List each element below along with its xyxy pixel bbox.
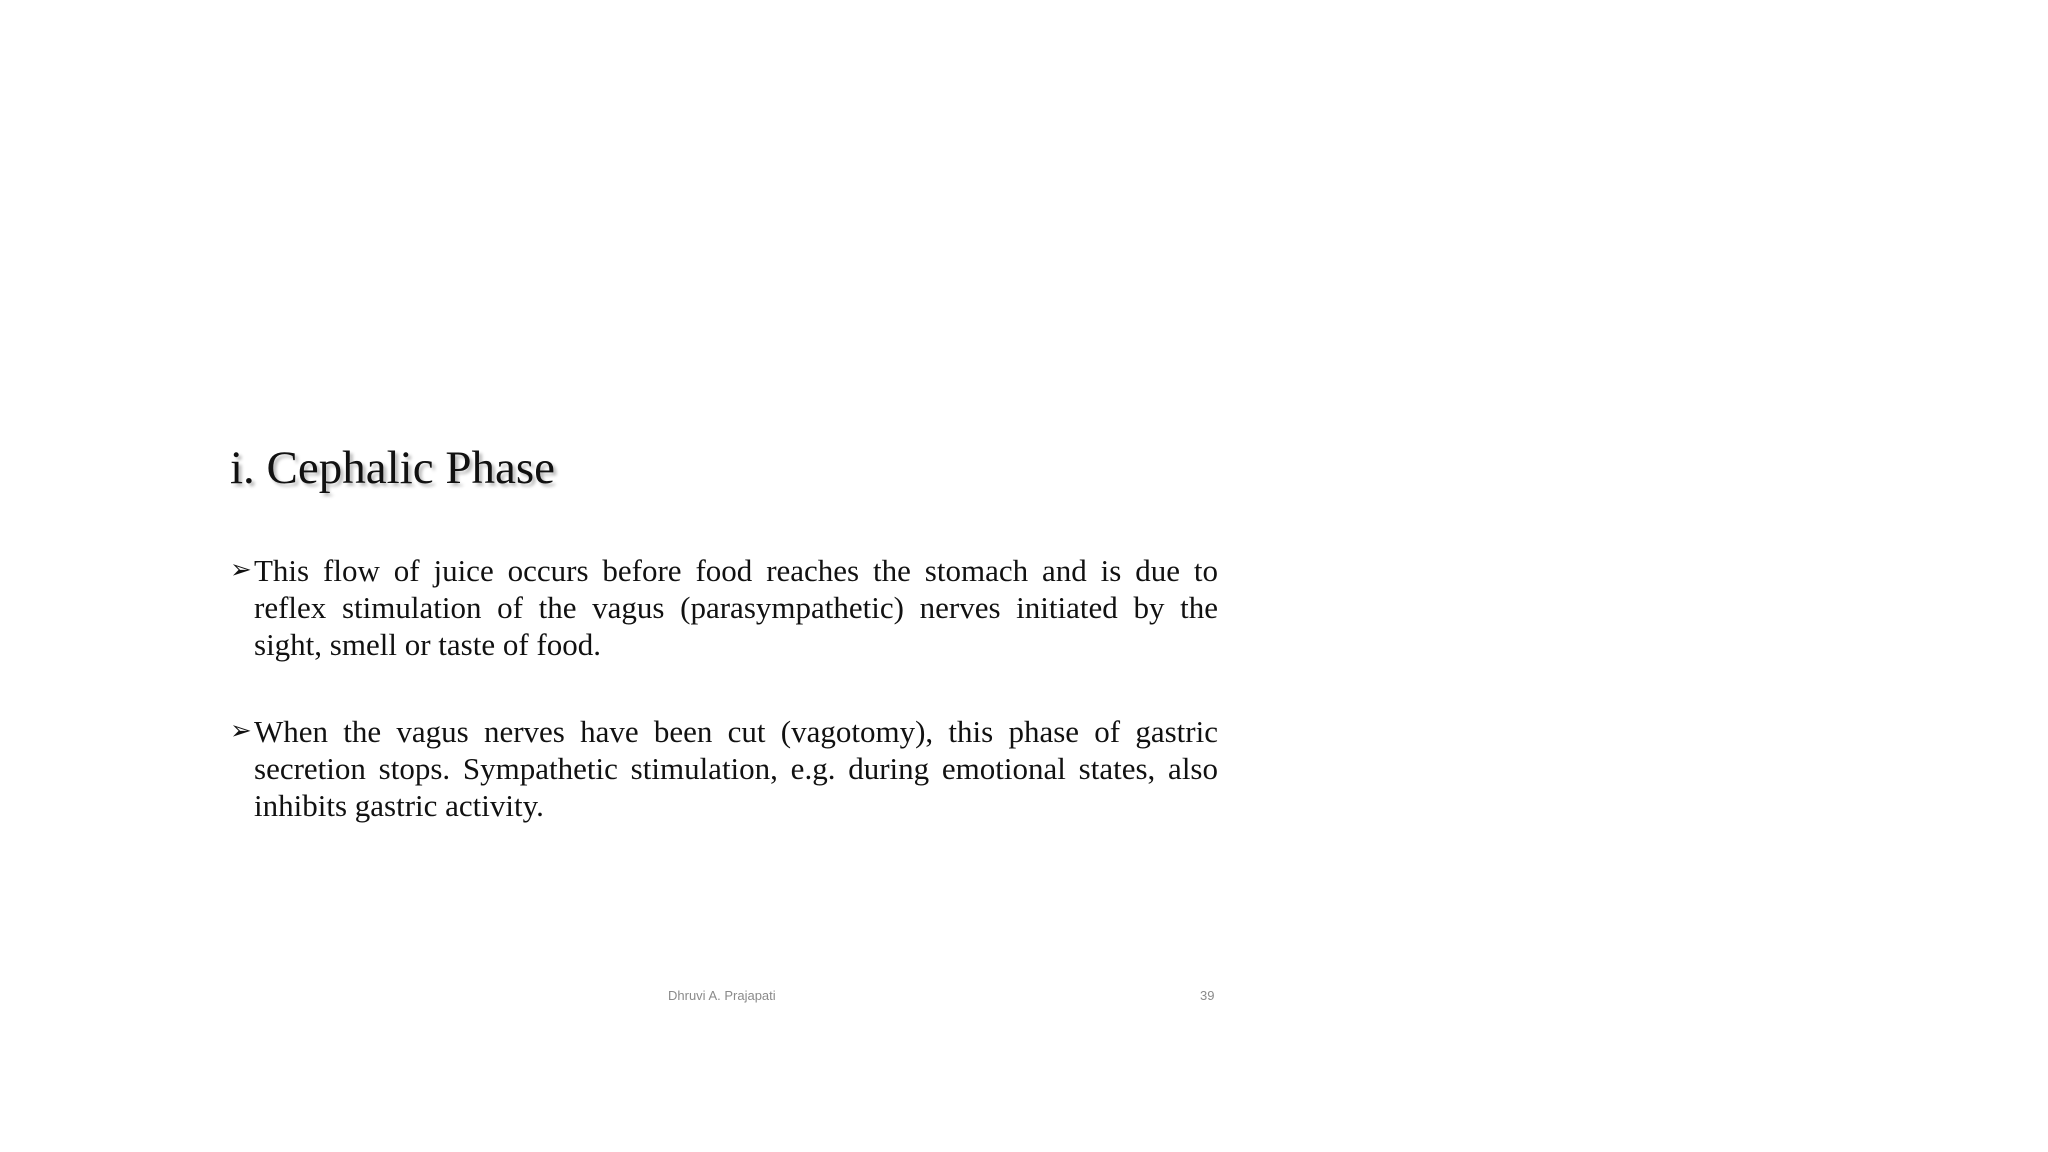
- slide-title: i. Cephalic Phase: [230, 442, 556, 494]
- arrow-bullet-icon: ➢: [230, 555, 252, 585]
- arrow-bullet-icon: ➢: [230, 716, 252, 746]
- bullet-text: This flow of juice occurs before food reaches the stomach and is due to reflex stimulation of the vagus (parasympathetic) nerves initiated by the sight, smell or taste of food.: [254, 553, 1218, 662]
- footer-author: Dhruvi A. Prajapati: [668, 988, 776, 1003]
- bullet-item: [230, 552, 1218, 663]
- page-number: 39: [1200, 988, 1215, 1003]
- bullet-item: [230, 713, 1218, 824]
- bullet-text: When the vagus nerves have been cut (vagotomy), this phase of gastric secretion stops. Sympathetic stimulation, e.g. during emotional states, also inhibits gastric activity.: [254, 714, 1218, 823]
- bullet-list: [230, 552, 1218, 874]
